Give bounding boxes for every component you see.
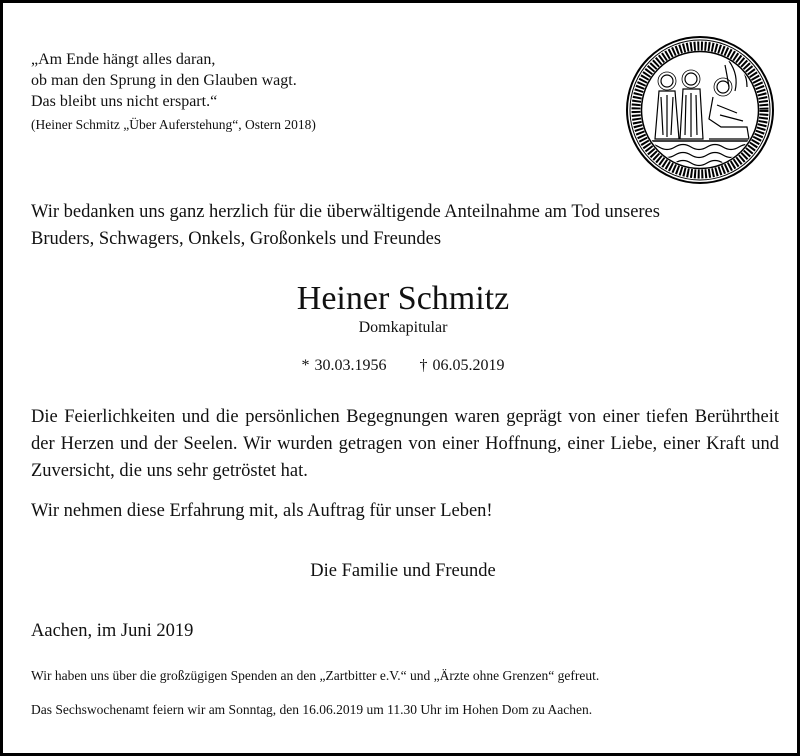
quote-line-3: Das bleibt uns nicht erspart.“ [31,93,218,110]
deceased-name: Heiner Schmitz [296,280,510,317]
thanks-line-1: Wir bedanken uns ganz herzlich für die überwältigende Anteilnahme am Tod unseres [31,202,660,222]
service-note: Das Sechswochenamt feiern wir am Sonntag, den 16.06.2019 um 11.30 Uhr im Hohen Dom zu Aachen. [31,702,593,717]
gratitude-paragraph: Die Feierlichkeiten und die persönlichen Begegnungen waren geprägt von einer tiefen Berührtheit der Herzen und der Seelen. Wir wurden getragen von einer Hoffnung, einer Liebe, einer Kraft und Zuversicht, die uns sehr getröstet hat. [31,407,779,481]
place-date: Aachen, im Juni 2019 [31,621,194,641]
life-dates [3,357,800,375]
thanks-line-2: Bruders, Schwagers, Onkels, Großonkels und Freundes [31,229,442,249]
donation-note: Wir haben uns über die großzügigen Spenden an den „Zartbitter e.V.“ und „Ärzte ohne Grenzen“ gefreut. [31,668,600,683]
birth-date: * 30.03.1956 [301,357,387,374]
death-date: † 06.05.2019 [419,357,505,374]
deceased-title: Domkapitular [358,319,448,336]
quote-line-1: „Am Ende hängt alles daran, [31,51,216,68]
quote-source: (Heiner Schmitz „Über Auferstehung“, Ostern 2018) [31,117,316,132]
thanks-text [31,199,781,253]
signature: Die Familie und Freunde [310,561,496,581]
quote-line-2: ob man den Sprung in den Glauben wagt. [31,72,297,89]
religious-seal-icon [625,35,775,185]
mission-statement: Wir nehmen diese Erfahrung mit, als Auftrag für unser Leben! [31,501,493,521]
quote-block [31,49,316,135]
